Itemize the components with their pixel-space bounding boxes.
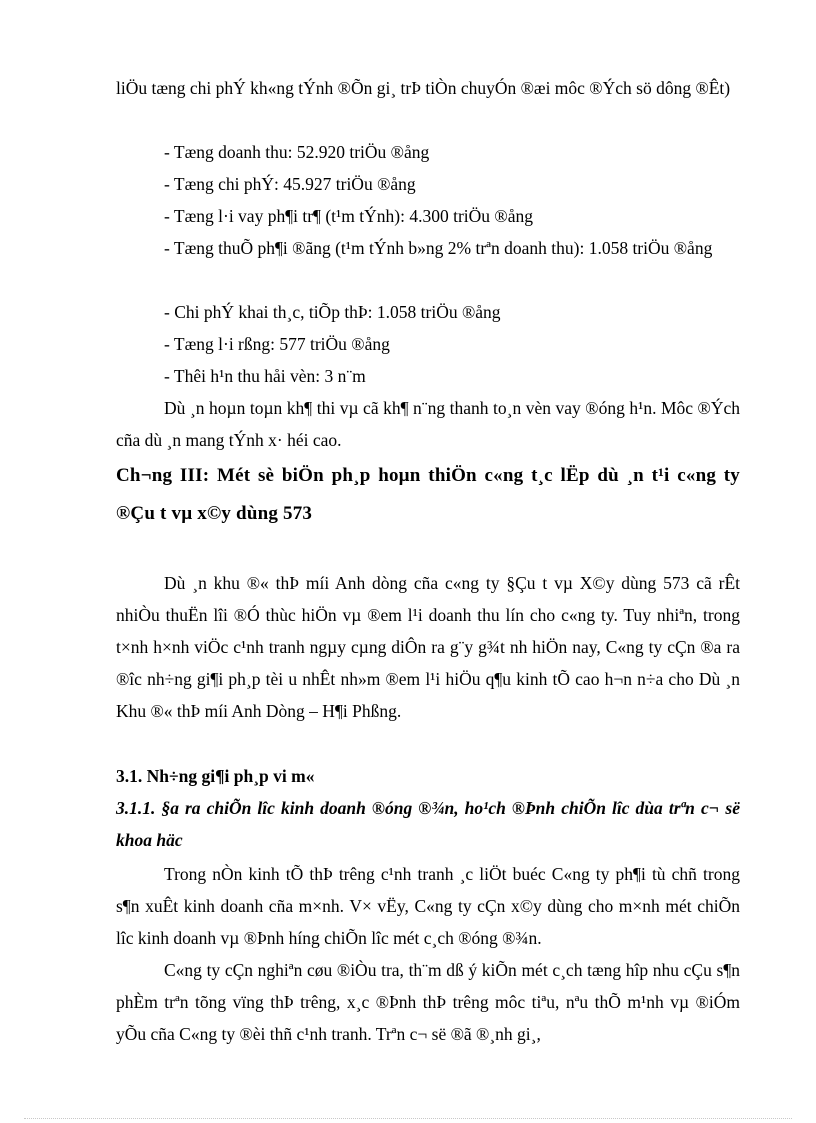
paragraph-project-intro: Dù ¸n khu ®« thÞ míi Anh dòng cña c«ng ty §Çu t vµ X©y dùng 573 cã rÊt nhiÒu thuËn lîi ®Ó thùc hiÖn vµ ®em l¹i doanh thu lín cho c«ng ty. Tuy nhiªn, trong t×nh h×nh viÖc c¹nh tranh ngµy cµng diÔn ra g¨y g¾t nh hiÖn nay, C«ng ty cÇn ®a ra ®îc nh÷ng gi¶i ph¸p tèi u nhÊt nh»m ®em l¹i hiÖu q¶u kinh tÕ cao h¬n n÷a cho Dù ¸n Khu ®« thÞ míi Anh Dòng – H¶i Phßng. — [116, 573, 740, 721]
chapter-heading: Ch¬ng III: Mét sè biÖn ph¸p hoµn thiÖn c«ng t¸c lËp dù ¸n t¹i c«ng ty ®Çu t vµ x©y dùng 573 — [116, 465, 740, 524]
section-heading-3-1: 3.1. Nh÷ng gi¶i ph¸p vi m« — [116, 766, 315, 786]
paragraph-strategy: Trong nÒn kinh tÕ thÞ trêng c¹nh tranh ¸c liÖt buéc C«ng ty ph¶i tù chñ trong s¶n xuÊt kinh doanh cña m×nh. V× vËy, C«ng ty cÇn x©y dùng cho m×nh mét chiÕn lîc kinh doanh vµ ®Þnh híng chiÕn lîc mét c¸ch ®óng ®¾n. — [116, 864, 740, 948]
list-item-total-revenue: - Tæng doanh thu: 52.920 triÖu ®ång — [164, 142, 430, 162]
list-item-tax: - Tæng thuÕ ph¶i ®ãng (t¹m tÝnh b»ng 2% trªn doanh thu): 1.058 triÖu ®ång — [164, 238, 713, 258]
list-item-net-profit: - Tæng l·i rßng: 577 triÖu ®ång — [164, 334, 390, 354]
paragraph-continued: liÖu tæng chi phÝ kh«ng tÝnh ®Õn gi¸ trÞ tiÒn chuyÓn ®æi môc ®Ých sö dông ®Êt) — [116, 78, 731, 98]
paragraph-feasibility: Dù ¸n hoµn toµn kh¶ thi vµ cã kh¶ n¨ng thanh to¸n vèn vay ®óng h¹n. Môc ®Ých cña dù ¸n mang tÝnh x· héi cao. — [116, 398, 740, 450]
list-item-total-cost: - Tæng chi phÝ: 45.927 triÖu ®ång — [164, 174, 416, 194]
section-heading-3-1-1: 3.1.1. §a ra chiÕn lîc kinh doanh ®óng ®¾n, ho¹ch ®Þnh chiÕn lîc dùa trªn c¬ së khoa häc — [116, 798, 740, 850]
list-item-marketing-cost: - Chi phÝ khai th¸c, tiÕp thÞ: 1.058 triÖu ®ång — [164, 302, 501, 322]
list-item-payback-period: - Thêi h¹n thu håi vèn: 3 n¨m — [164, 366, 366, 386]
paragraph-market-research: C«ng ty cÇn nghiªn cøu ®iÒu tra, th¨m dß ý kiÕn mét c¸ch tæng hîp nhu cÇu s¶n phÈm trªn tõng vïng thÞ trêng, x¸c ®Þnh thÞ trêng môc tiªu, nªu thÕ m¹nh vµ ®iÓm yÕu cña C«ng ty ®èi thñ c¹nh tranh. Trªn c¬ së ®ã ®¸nh gi¸, — [116, 960, 740, 1044]
list-item-loan-interest: - Tæng l·i vay ph¶i tr¶ (t¹m tÝnh): 4.300 triÖu ®ång — [164, 206, 533, 226]
page-bottom-rule — [24, 1118, 792, 1119]
